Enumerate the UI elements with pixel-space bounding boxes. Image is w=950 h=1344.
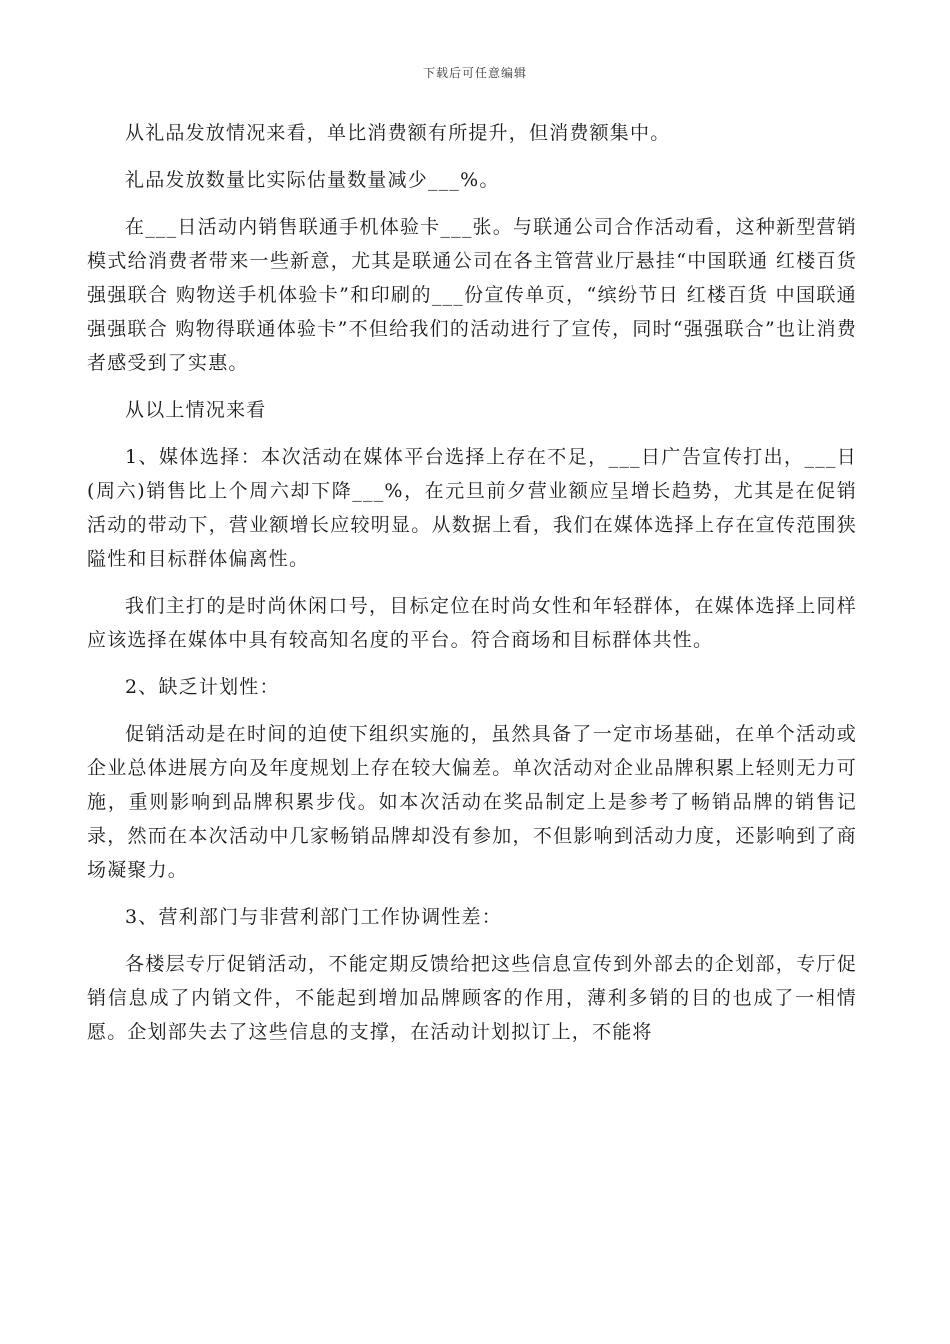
document-body — [87, 116, 865, 1049]
paragraph: 从礼品发放情况来看，单比消费额有所提升，但消费额集中。 — [125, 122, 671, 144]
paragraph: 促销活动是在时间的迫使下组织实施的，虽然具备了一定市场基础，在单个活动或企业总体进展方向及年度规划上存在较大偏差。单次活动对企业品牌积累上轻则无力可施，重则影响到品牌积累步伐。如本次活动在奖品制定上是参考了畅销品牌的销售记录，然而在本次活动中几家畅销品牌却没有参加，不但影响到活动力度，还影响到了商场凝聚力。 — [87, 723, 857, 881]
page-header: 下载后可任意编辑 — [422, 66, 527, 80]
paragraph: 从以上情况来看 — [125, 399, 267, 421]
paragraph: 各楼层专厅促销活动，不能定期反馈给把这些信息宣传到外部去的企划部，专厅促销信息成了内销文件，不能起到增加品牌顾客的作用，薄利多销的目的也成了一相情愿。企划部失去了这些信息的支撑，在活动计划拟订上，不能将 — [87, 953, 857, 1043]
paragraph: 在___日活动内销售联通手机体验卡___张。与联通公司合作活动看，这种新型营销模式给消费者带来一些新意，尤其是联通公司在各主管营业厅悬挂“中国联通 红楼百货 强强联合 购物送手机体验卡”和印刷的___份宣传单页，“缤纷节日 红楼百货 中国联通强强联合 购物得联通体验卡”不但给我们的活动进行了宣传，同时“强强联合”也让消费者感受到了实惠。 — [87, 216, 865, 374]
paragraph: 礼品发放数量比实际估量数量减少___%。 — [125, 169, 500, 191]
section-heading: 3、营利部门与非营利部门工作协调性差： — [125, 906, 502, 928]
section-heading: 2、缺乏计划性： — [125, 676, 280, 698]
paragraph: 我们主打的是时尚休闲口号，目标定位在时尚女性和年轻群体，在媒体选择上同样应该选择在媒体中具有较高知名度的平台。符合商场和目标群体共性。 — [87, 595, 857, 651]
paragraph: 1、媒体选择：本次活动在媒体平台选择上存在不足，___日广告宣传打出，___日(周六)销售比上个周六却下降___%，在元旦前夕营业额应呈增长趋势，尤其是在促销活动的带动下，营业额增长应较明显。从数据上看，我们在媒体选择上存在宣传范围狭隘性和目标群体偏离性。 — [87, 446, 857, 570]
